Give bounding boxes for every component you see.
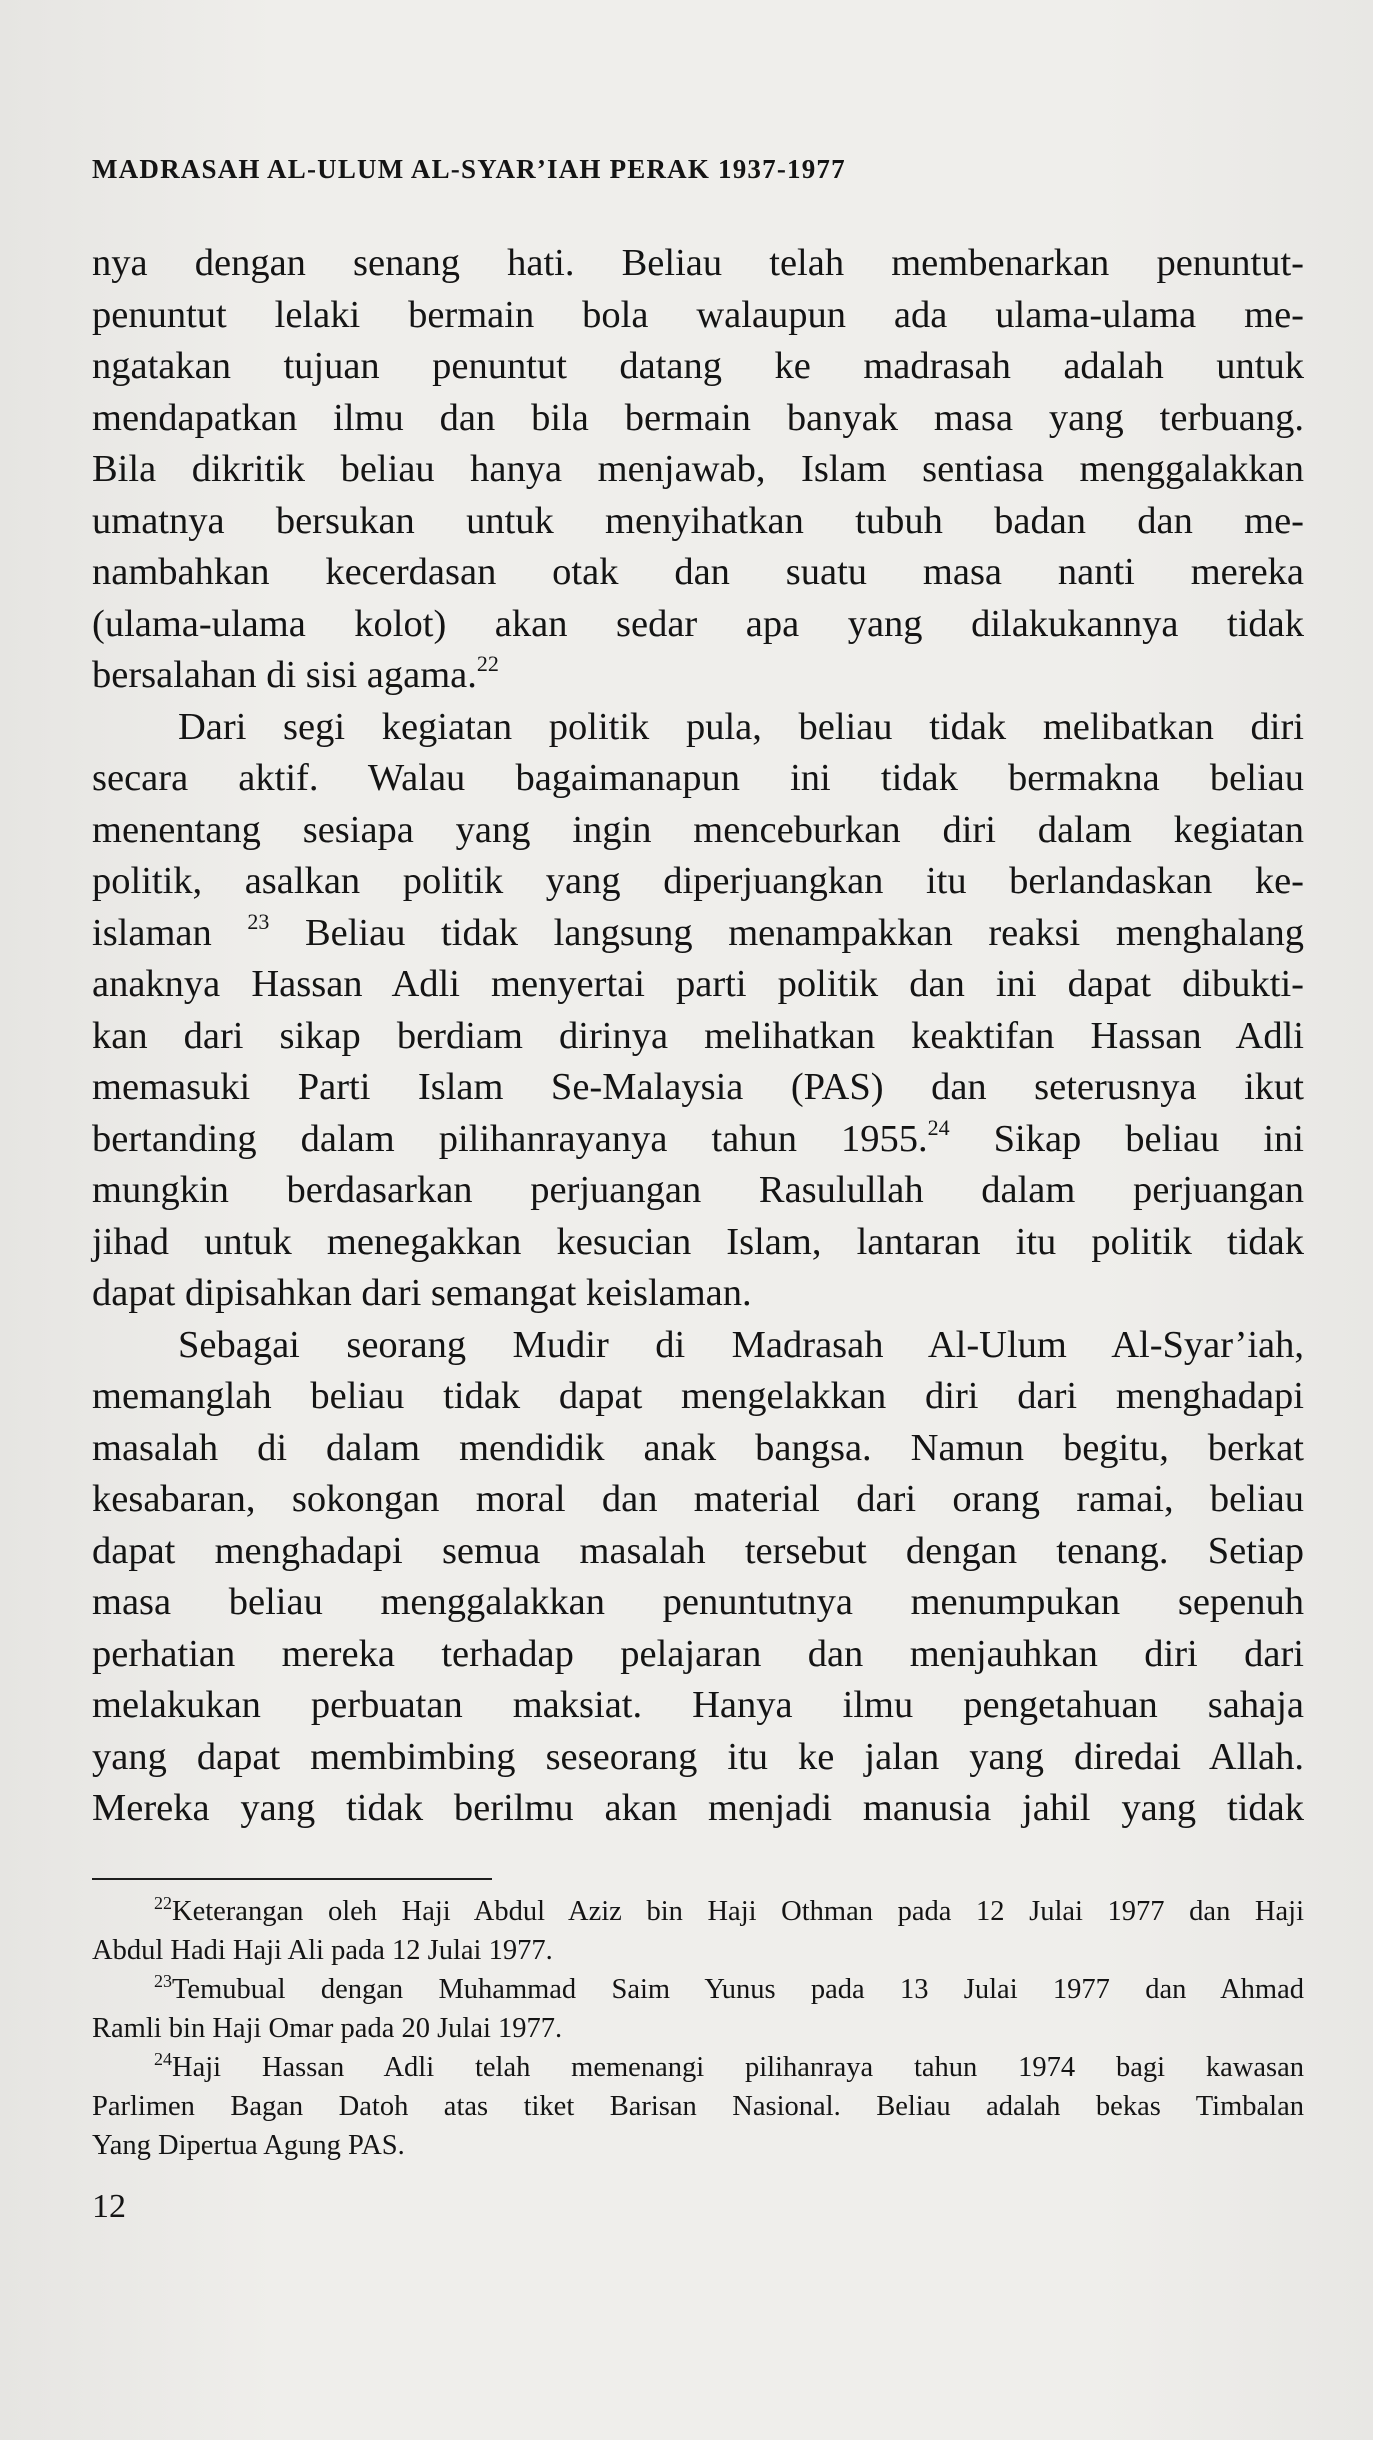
text-line: melakukan perbuatan maksiat. Hanya ilmu pengetahuan sahaja [92, 1684, 1304, 1726]
body-text [92, 238, 1304, 1835]
text-line: yang dapat membimbing seseorang itu ke jalan yang diredai Allah. [92, 1735, 1304, 1778]
text-segment: bersalahan di sisi agama. [92, 654, 477, 696]
text-line: memanglah beliau tidak dapat mengelakkan diri dari menghadapi [92, 1375, 1304, 1417]
text-line: mendapatkan ilmu dan bila bermain banyak masa yang terbuang. [92, 396, 1304, 439]
text-line: mungkin berdasarkan perjuangan Rasulullah dalam perjuangan [92, 1169, 1304, 1211]
text-line: masa beliau menggalakkan penuntutnya menumpukan sepenuh [92, 1581, 1304, 1623]
text-segment: Beliau tidak langsung menampakkan reaksi menghalang [269, 911, 1305, 954]
text-line [92, 908, 1304, 960]
footnote-ref: 24 [927, 1114, 950, 1140]
text-line: anaknya Hassan Adli menyertai parti politik dan ini dapat dibukti- [92, 963, 1304, 1005]
text-line: jihad untuk menegakkan kesucian Islam, lantaran itu politik tidak [92, 1220, 1304, 1263]
footnote-24 [92, 2048, 1304, 2087]
footnote-ref: 22 [476, 651, 499, 676]
footnote-text: Keterangan oleh Haji Abdul Aziz bin Haji Othman pada 12 Julai 1977 dan Haji [172, 1896, 1304, 1927]
footnotes [92, 1892, 1304, 2165]
footnote-text: Abdul Hadi Haji Ali pada 12 Julai 1977. [92, 1935, 553, 1966]
text-line: kan dari sikap berdiam dirinya melihatkan keaktifan Hassan Adli [92, 1014, 1304, 1057]
text-segment: Sikap beliau ini [949, 1117, 1304, 1160]
text-line: masalah di dalam mendidik anak bangsa. Namun begitu, berkat [92, 1426, 1304, 1469]
text-line: kesabaran, sokongan moral dan material dari orang ramai, beliau [92, 1478, 1304, 1520]
footnote-number: 23 [154, 1971, 172, 1991]
footnote-22 [92, 1892, 1304, 1931]
page-number: 12 [92, 2188, 126, 2225]
text-line: Mereka yang tidak berilmu akan menjadi manusia jahil yang tidak [92, 1787, 1304, 1829]
text-segment: bertanding dalam pilihanrayanya tahun 1955. [92, 1117, 928, 1160]
footnote-text: Yang Dipertua Agung PAS. [92, 2130, 405, 2161]
text-line: ngatakan tujuan penuntut datang ke madrasah adalah untuk [92, 345, 1304, 387]
text-line: menentang sesiapa yang ingin menceburkan diri dalam kegiatan [92, 808, 1304, 851]
text-line: umatnya bersukan untuk menyihatkan tubuh badan dan me- [92, 499, 1304, 542]
text-line: nya dengan senang hati. Beliau telah membenarkan penuntut- [92, 242, 1304, 284]
text-line: secara aktif. Walau bagaimanapun ini tidak bermakna beliau [92, 757, 1304, 799]
text-line: politik, asalkan politik yang diperjuangkan itu berlandaskan ke- [92, 860, 1304, 902]
footnote-text: Temubual dengan Muhammad Saim Yunus pada 13 Julai 1977 dan Ahmad [172, 1974, 1304, 2005]
text-line: nambahkan kecerdasan otak dan suatu masa nanti mereka [92, 551, 1304, 593]
text-line [92, 1114, 1304, 1166]
text-line: Bila dikritik beliau hanya menjawab, Islam sentiasa menggalakkan [92, 448, 1304, 490]
footnote-divider [92, 1878, 492, 1880]
paragraph-start-line: Sebagai seorang Mudir di Madrasah Al-Ulum Al-Syar’iah, [178, 1323, 1304, 1366]
footnote-text: Ramli bin Haji Omar pada 20 Julai 1977. [92, 2013, 563, 2044]
text-line: dapat dipisahkan dari semangat keislaman. [92, 1272, 752, 1314]
footnote-number: 22 [154, 1893, 172, 1913]
footnote-23 [92, 1970, 1304, 2009]
footnote-number: 24 [154, 2049, 172, 2069]
text-line: penuntut lelaki bermain bola walaupun ada ulama-ulama me- [92, 293, 1304, 336]
text-line: perhatian mereka terhadap pelajaran dan menjauhkan diri dari [92, 1632, 1304, 1675]
footnote-text: Parlimen Bagan Datoh atas tiket Barisan Nasional. Beliau adalah bekas Timbalan [92, 2091, 1304, 2122]
footnote-text: Haji Hassan Adli telah memenangi pilihanraya tahun 1974 bagi kawasan [172, 2052, 1304, 2083]
text-line: memasuki Parti Islam Se-Malaysia (PAS) dan seterusnya ikut [92, 1066, 1304, 1108]
paragraph-start-line: Dari segi kegiatan politik pula, beliau tidak melibatkan diri [178, 705, 1304, 748]
text-segment: islaman [92, 911, 248, 954]
footnote-ref: 23 [247, 908, 270, 934]
running-head: MADRASAH AL-ULUM AL-SYAR’IAH PERAK 1937-1977 [92, 154, 846, 184]
text-line [92, 650, 1304, 702]
text-line: (ulama-ulama kolot) akan sedar apa yang dilakukannya tidak [92, 602, 1304, 645]
text-line: dapat menghadapi semua masalah tersebut dengan tenang. Setiap [92, 1529, 1304, 1572]
